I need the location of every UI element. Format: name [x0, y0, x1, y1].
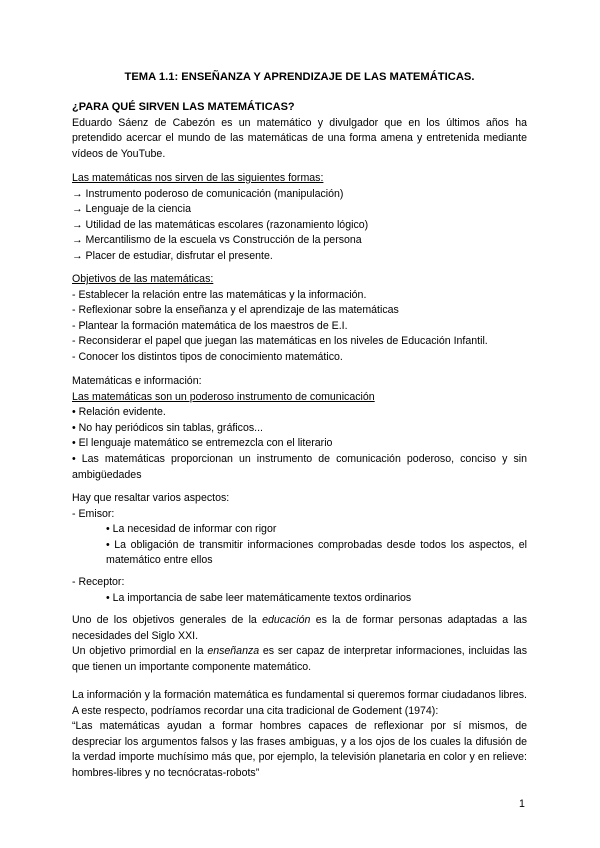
list-item: → Placer de estudiar, disfrutar el presente. [72, 249, 273, 262]
aspects-section [72, 491, 527, 606]
section-heading: ¿PARA QUÉ SIRVEN LAS MATEMÁTICAS? [72, 101, 295, 113]
page-title: TEMA 1.1: ENSEÑANZA Y APRENDIZAJE DE LAS MATEMÁTICAS. [124, 71, 475, 83]
text-span: es ser capaz de interpretar informaciones, incluidas las que tienen un importante componente matemático. [72, 645, 527, 673]
list-item: - Plantear la formación matemática de los maestros de E.I. [72, 319, 348, 332]
list-item: → Mercantilismo de la escuela vs Construcción de la persona [72, 234, 362, 247]
list-item: • El lenguaje matemático se entremezcla con el literario [72, 437, 333, 450]
education-paragraph-2 [72, 644, 527, 675]
education-section [72, 613, 527, 675]
list-item: • Relación evidente. [72, 406, 166, 419]
forms-list [72, 171, 527, 265]
list-item: - Conocer los distintos tipos de conocimiento matemático. [72, 350, 343, 363]
list-item: → Lenguaje de la ciencia [72, 203, 191, 216]
info-heading: Las matemáticas son un poderoso instrumento de comunicación [72, 390, 375, 403]
godement-quote: “Las matemáticas ayudan a formar hombres capaces de reflexionar por sí mismos, de despreciar los argumentos falsos y las frases ambiguas, y a los ojos de los cuales la difusión de la verdad importe muchísimo más que, por ejemplo, la televisión planetaria en color y en relieve: hombres-libres y no tecnócratas-robots” [72, 720, 527, 779]
text-span: es la de formar personas adaptadas a las necesidades del Siglo XXI. [72, 614, 527, 642]
list-item: - Reflexionar sobre la enseñanza y el aprendizaje de las matemáticas [72, 304, 399, 317]
list-item: - Establecer la relación entre las matemáticas y la información. [72, 288, 367, 301]
receptor-label: - Receptor: [72, 575, 125, 588]
education-paragraph-1 [72, 613, 527, 644]
list-item: • La obligación de transmitir informaciones comprobadas desde todos los aspectos, el matemático entre ellos [106, 538, 527, 567]
list-item: • No hay periódicos sin tablas, gráficos... [72, 421, 263, 434]
list-item: → Instrumento poderoso de comunicación (manipulación) [72, 187, 344, 200]
info-section [72, 374, 527, 483]
list-item: → Utilidad de las matemáticas escolares (razonamiento lógico) [72, 218, 369, 231]
text-span: Uno de los objetivos generales de la [72, 614, 263, 626]
objectives-list [72, 272, 527, 366]
emphasis: enseñanza [207, 645, 260, 658]
emphasis: educación [262, 614, 311, 626]
closing-section [72, 688, 527, 782]
list-item: - Reconsiderar el papel que juegan las matemáticas en los niveles de Educación Infantil. [72, 335, 488, 348]
page-number: 1 [519, 798, 525, 810]
emisor-label: - Emisor: [72, 507, 115, 520]
text-span: Un objetivo primordial en la [72, 645, 208, 658]
closing-paragraph: La información y la formación matemática es fundamental si queremos formar ciudadanos libres. A este respecto, podríamos recordar una cita tradicional de Godement (1974): [72, 689, 527, 717]
intro-paragraph: Eduardo Sáenz de Cabezón es un matemático y divulgador que en los últimos años ha pretendido acercar el mundo de las matemáticas de una forma amena y entretenida mediante vídeos de YouTube. [72, 116, 527, 160]
list-item: • Las matemáticas proporcionan un instrumento de comunicación poderoso, conciso y sin ambigüedades [72, 452, 527, 481]
list-item: • La importancia de sabe leer matemáticamente textos ordinarios [106, 591, 412, 604]
section-para-que-sirven [72, 100, 527, 162]
objectives-heading: Objetivos de las matemáticas: [72, 273, 214, 285]
forms-heading: Las matemáticas nos sirven de las siguientes formas: [72, 172, 324, 184]
list-item: • La necesidad de informar con rigor [106, 523, 277, 536]
aspects-intro: Hay que resaltar varios aspectos: [72, 492, 230, 504]
info-label: Matemáticas e información: [72, 375, 202, 387]
